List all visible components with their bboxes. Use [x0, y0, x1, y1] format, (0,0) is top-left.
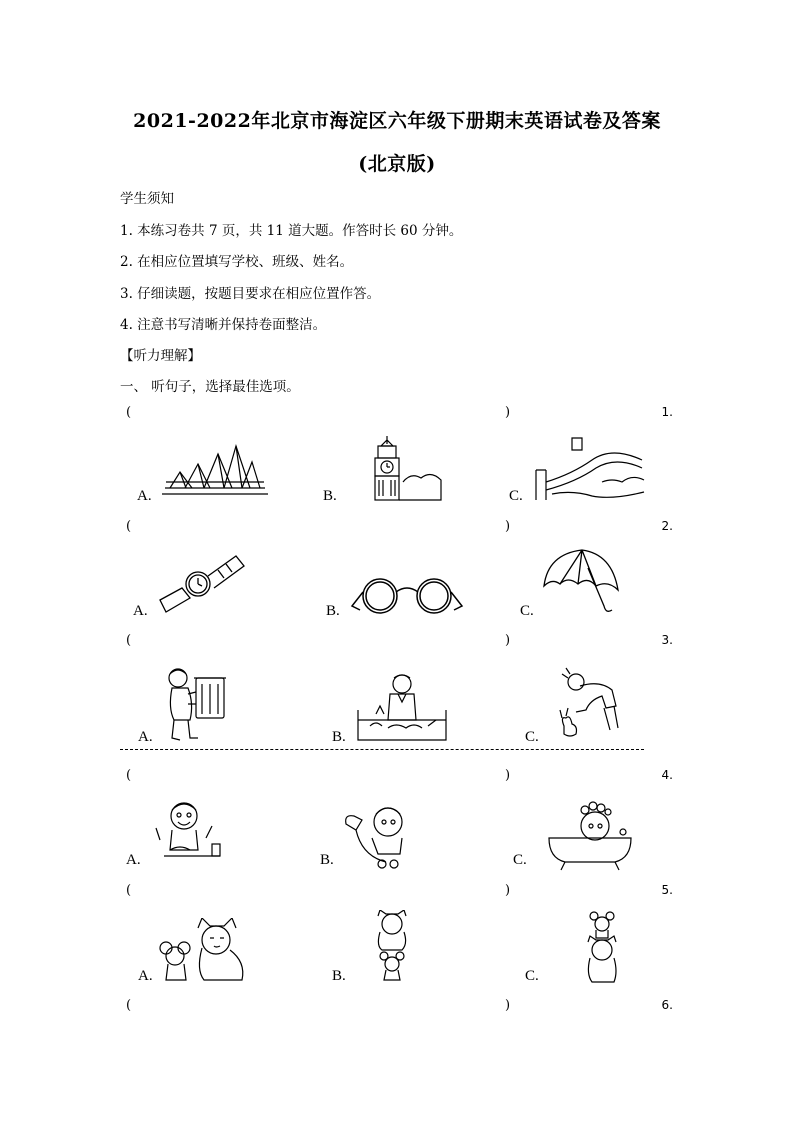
man-carrying-trash-can-icon [160, 664, 232, 744]
answer-paren-close: ) [505, 633, 511, 648]
boy-eating-icon [150, 798, 226, 870]
boy-on-phone-icon [342, 800, 422, 872]
question-number: 3. [661, 633, 673, 647]
section-heading: 【听力理解】 [120, 348, 201, 364]
option-label-c: C. [525, 729, 539, 745]
option-label-c: C. [513, 852, 527, 868]
page-title-line-2: (北京版) [358, 153, 436, 175]
mouse-beside-cat-icon [158, 918, 248, 984]
option-label-b: B. [332, 729, 346, 745]
question-row-1 [120, 405, 675, 425]
answer-paren-open: ( [126, 768, 132, 783]
answer-paren-close: ) [505, 998, 511, 1013]
question-number: 6. [661, 998, 673, 1012]
question-number: 4. [661, 768, 673, 782]
page-title-line-1: 2021-2022年北京市海淀区六年级下册期末英语试卷及答案 [133, 110, 661, 132]
page-divider [120, 749, 644, 750]
answer-paren-close: ) [505, 883, 511, 898]
option-label-a: A. [133, 603, 148, 619]
option-label-b: B. [332, 968, 346, 984]
opera-house-icon [160, 432, 270, 496]
answer-paren-close: ) [505, 405, 511, 420]
option-label-c: C. [520, 603, 534, 619]
girl-feeding-rabbit-icon [556, 666, 620, 742]
answer-paren-open: ( [126, 633, 132, 648]
watch-icon [152, 548, 248, 614]
mouse-under-cat-icon [370, 910, 416, 982]
big-ben-icon [363, 434, 445, 502]
answer-paren-open: ( [126, 998, 132, 1013]
option-label-b: B. [320, 852, 334, 868]
question-row-4 [120, 768, 675, 788]
man-washing-dishes-icon [356, 670, 448, 744]
glasses-icon [350, 572, 466, 618]
notice-heading: 学生须知 [120, 191, 174, 207]
option-label-b: B. [323, 488, 337, 504]
option-label-c: C. [509, 488, 523, 504]
option-label-c: C. [525, 968, 539, 984]
umbrella-icon [538, 546, 628, 618]
option-label-a: A. [137, 488, 152, 504]
part-one-instruction: 一、 听句子，选择最佳选项。 [120, 379, 300, 395]
answer-paren-close: ) [505, 519, 511, 534]
notice-item-4: 4. 注意书写清晰并保持卷面整洁。 [120, 317, 327, 333]
mouse-on-cat-icon [580, 910, 626, 984]
answer-paren-open: ( [126, 405, 132, 420]
boy-in-bathtub-icon [545, 800, 635, 872]
notice-item-1: 1. 本练习卷共 7 页，共 11 道大题。作答时长 60 分钟。 [120, 223, 463, 239]
great-wall-icon [532, 430, 650, 502]
question-row-6 [120, 998, 675, 1018]
question-number: 5. [661, 883, 673, 897]
question-number: 1. [661, 405, 673, 419]
notice-item-3: 3. 仔细读题，按题目要求在相应位置作答。 [120, 286, 381, 302]
answer-paren-open: ( [126, 883, 132, 898]
option-label-b: B. [326, 603, 340, 619]
answer-paren-close: ) [505, 768, 511, 783]
question-number: 2. [661, 519, 673, 533]
option-label-a: A. [138, 968, 153, 984]
option-label-a: A. [138, 729, 153, 745]
answer-paren-open: ( [126, 519, 132, 534]
question-row-2 [120, 519, 675, 539]
notice-item-2: 2. 在相应位置填写学校、班级、姓名。 [120, 254, 354, 270]
option-label-a: A. [126, 852, 141, 868]
question-row-5 [120, 883, 675, 903]
question-row-3 [120, 633, 675, 653]
